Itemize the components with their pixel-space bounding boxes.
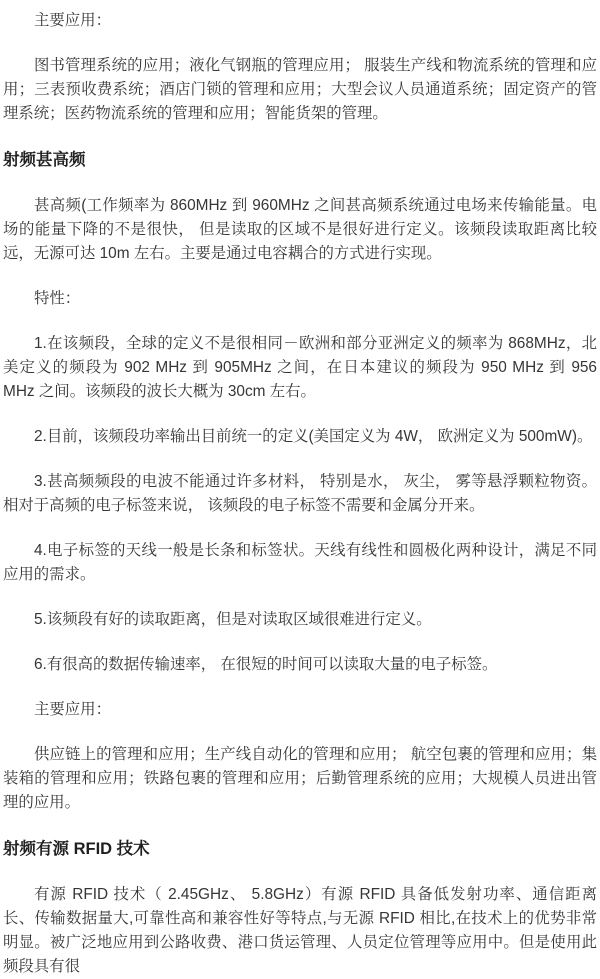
paragraph-feature-2: 2.目前，该频段功率输出目前统一的定义(美国定义为 4W， 欧洲定义为 500mW)。 <box>34 428 593 445</box>
section-heading-active-rfid: 射频有源 RFID 技术 <box>3 840 150 858</box>
paragraph-feature-5: 5.该频段有好的读取距离，但是对读取区域很难进行定义。 <box>34 611 432 628</box>
paragraph-uhf-overview: 甚高频(工作频率为 860MHz 到 960MHz 之间甚高频系统通过电场来传输能量。电场的能量下降的不是很快， 但是读取的区域不是很好进行定义。该频段读取距离比较远，无源可达 10m 左右。主要是通过电容耦合的方式进行实现。 <box>3 197 597 262</box>
paragraph-active-rfid-overview: 有源 RFID 技术（ 2.45GHz、 5.8GHz）有源 RFID 具备低发射功率、通信距离长、传输数据量大,可靠性高和兼容性好等特点,与无源 RFID 相比,在技术上的优势非常明显。被广泛地应用到公路收费、港口货运管理、人员定位管理等应用中。但是使用此频段具有很 <box>3 886 597 975</box>
paragraph-main-applications-label: 主要应用： <box>34 12 111 29</box>
paragraph-feature-1: 1.在该频段，全球的定义不是很相同－欧洲和部分亚洲定义的频率为 868MHz，北美定义的频段为 902 MHz 到 905MHz 之间，在日本建议的频段为 950 MHz 到 956 MHz 之间。该频段的波长大概为 30cm 左右。 <box>3 335 597 400</box>
paragraph-characteristics-label: 特性： <box>34 290 81 307</box>
paragraph-feature-4: 4.电子标签的天线一般是长条和标签状。天线有线性和圆极化两种设计，满足不同应用的需求。 <box>3 542 597 583</box>
paragraph-feature-3: 3.甚高频频段的电波不能通过许多材料， 特别是水， 灰尘， 雾等悬浮颗粒物资。相对于高频的电子标签来说， 该频段的电子标签不需要和金属分开来。 <box>3 473 597 514</box>
paragraph-feature-6: 6.有很高的数据传输速率， 在很短的时间可以读取大量的电子标签。 <box>34 656 498 673</box>
section-heading-uhf: 射频甚高频 <box>3 151 86 169</box>
paragraph-main-applications-label-2: 主要应用： <box>34 701 111 718</box>
paragraph-uhf-applications-list: 供应链上的管理和应用；生产线自动化的管理和应用； 航空包裹的管理和应用；集装箱的管理和应用；铁路包裹的管理和应用；后勤管理系统的应用；大规模人员进出管理的应用。 <box>3 746 597 811</box>
paragraph-hf-applications-list: 图书管理系统的应用；液化气钢瓶的管理应用； 服装生产线和物流系统的管理和应用；三表预收费系统；酒店门锁的管理和应用；大型会议人员通道系统；固定资产的管理系统；医药物流系统的管理和应用；智能货架的管理。 <box>3 57 597 122</box>
